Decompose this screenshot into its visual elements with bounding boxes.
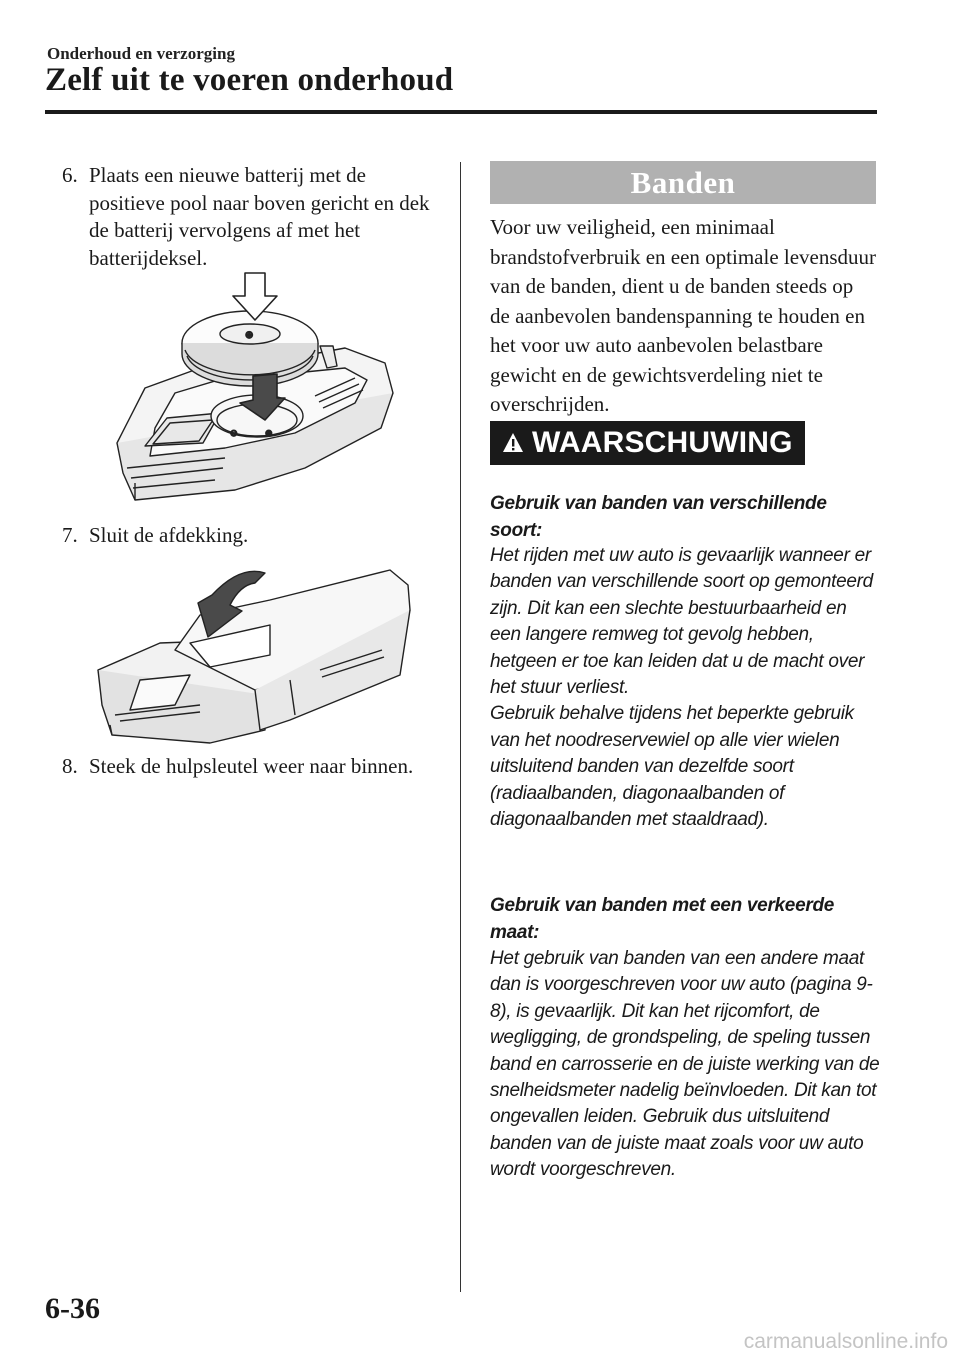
- step-text: Steek de hulpsleutel weer naar binnen.: [89, 754, 414, 778]
- step-7: [62, 522, 442, 550]
- warning-paragraph: Gebruik behalve tijdens het beperkte gebruik van het noodreservewiel op alle vier wielen uitsluitend banden van dezelfde soort (radiaalbanden, diagonaalbanden of diagonaalbanden met staaldraad).: [490, 703, 854, 831]
- section-title: Banden: [630, 164, 736, 200]
- step-8: [62, 753, 442, 781]
- warning-paragraph: Het rijden met uw auto is gevaarlijk wanneer er banden van verschillende soort op gemonteerd zijn. Dit kan een slechte bestuurbaarheid en een langere remweg tot gevolg hebben, hetgeen er toe kan leiden dat u de macht over het stuur verliest.: [490, 545, 873, 699]
- warning-body: [490, 946, 882, 1184]
- header-rule: [45, 110, 877, 114]
- warning-heading: Gebruik van banden van verschillende soort:: [490, 493, 827, 541]
- svg-text:⊕: ⊕: [265, 428, 273, 438]
- warning-label: WAARSCHUWING: [532, 426, 793, 459]
- step-number: 8.: [62, 754, 78, 778]
- warning-body: [490, 543, 882, 833]
- step-text: Sluit de afdekking.: [89, 523, 249, 547]
- watermark: carmanualsonline.info: [743, 1330, 948, 1353]
- intro-paragraph: Voor uw veiligheid, een minimaal brandstofverbruik en een optimale levensduur van de banden, dient u de banden steeds op de aanbevolen bandenspanning te houden en het voor uw auto aanbevolen belastbare gewicht en de gewichtsverdeling niet te overschrijden.: [490, 215, 877, 416]
- step-number: 6.: [62, 163, 78, 187]
- battery-insertion-illustration: [105, 268, 405, 513]
- warning-paragraph: Het gebruik van banden van een andere maat dan is voorgeschreven voor uw auto (pagina 9-8), is gevaarlijk. Dit kan het rijcomfort, de wegligging, de grondspeling, de speling tussen band en carrosserie en de juiste werking van de snelheidsmeter nadelig beïnvloeden. Dit kan tot ongevallen leiden. Gebruik dus uitsluitend banden van de juiste maat zoals voor uw auto wordt voorgeschreven.: [490, 948, 880, 1181]
- section-header-banden: [490, 161, 876, 204]
- column-divider: [460, 162, 461, 1292]
- warning-triangle-icon: [502, 432, 524, 454]
- warning-banner: [490, 421, 805, 465]
- svg-text:⊕: ⊕: [245, 330, 254, 341]
- svg-text:⊖: ⊖: [230, 428, 238, 438]
- step-6: [62, 162, 442, 272]
- close-cover-illustration: [90, 555, 415, 750]
- page-title: Zelf uit te voeren onderhoud: [45, 62, 454, 98]
- warning-heading: Gebruik van banden met een verkeerde maat:: [490, 895, 835, 943]
- page-number: 6-36: [45, 1292, 100, 1325]
- step-number: 7.: [62, 523, 78, 547]
- step-text: Plaats een nieuwe batterij met de positieve pool naar boven gericht en dek de batterij vervolgens af met het batterijdeksel.: [89, 163, 430, 270]
- section-label: Onderhoud en verzorging: [47, 44, 235, 63]
